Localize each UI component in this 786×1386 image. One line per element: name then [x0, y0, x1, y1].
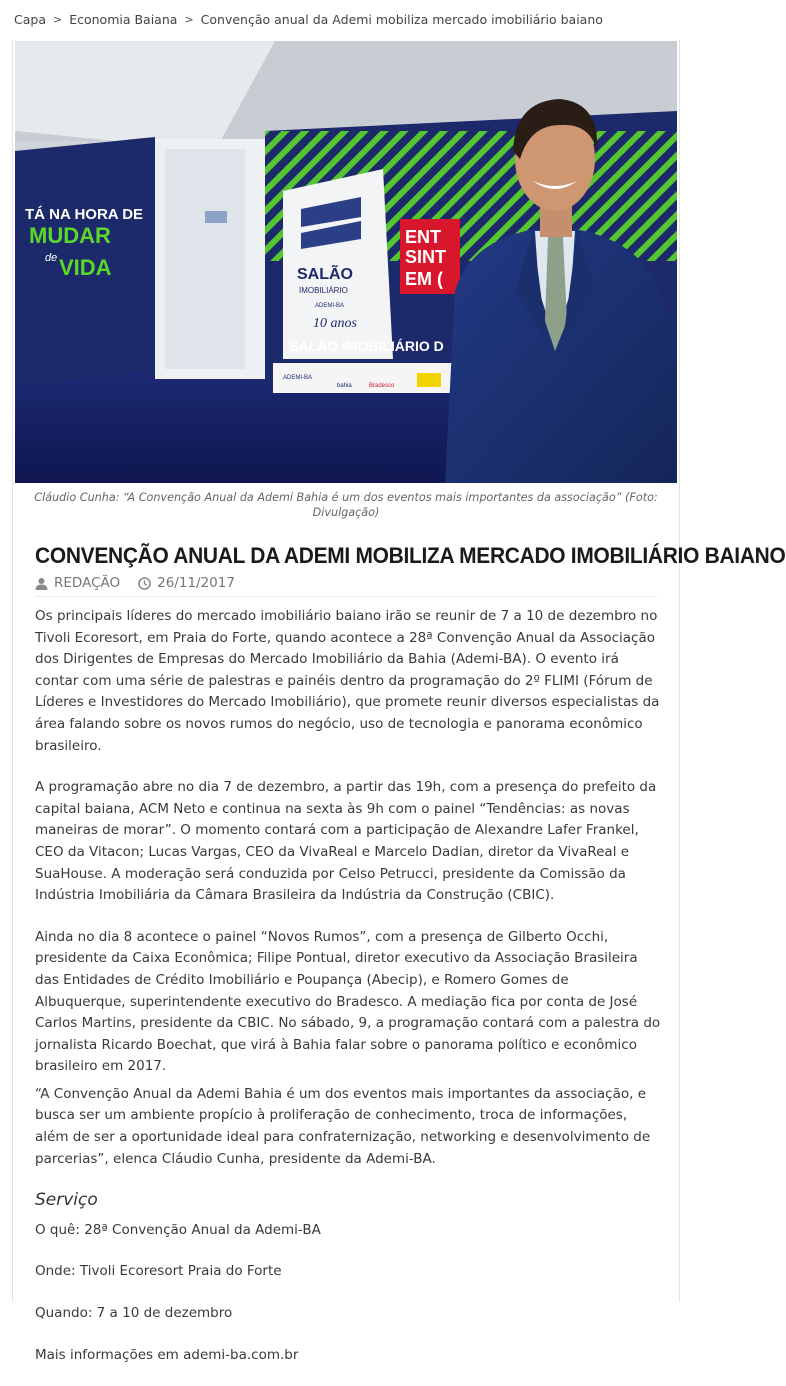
svg-text:IMOBILIÁRIO: IMOBILIÁRIO: [299, 286, 348, 295]
breadcrumb-current: Convenção anual da Ademi mobiliza mercado imobiliário baiano: [200, 11, 603, 27]
photo-caption: Cláudio Cunha: “A Convenção Anual da Ademi Bahia é um dos eventos mais importantes da associação” (Foto: Divulgação): [34, 491, 658, 519]
svg-text:SALÃO IMOBILIÁRIO D: SALÃO IMOBILIÁRIO D: [289, 338, 444, 354]
svg-text:ADEMI-BA: ADEMI-BA: [315, 303, 345, 309]
article-card: [12, 40, 786, 1363]
author-meta[interactable]: [35, 575, 120, 591]
service-line: Mais informações em ademi-ba.com.br: [35, 1346, 299, 1363]
article-paragraph: Ainda no dia 8 acontece o painel “Novos Rumos”, com a presença de Gilberto Occhi, presidente da Caixa Econômica; Filipe Pontual, diretor executivo da Associação Brasileira das Entidades de Crédito Imobiliário e Poupança (Abecip), e Romero Gomes de Albuquerque, superintendente executivo do Bradesco. A mediação fica por conta de José Carlos Martins, presidente da CBIC. No sábado, 9, a programação contará com a palestra do jornalista Ricardo Boechat, que virá à Bahia falar sobre o panorama político e econômico brasileiro em 2017.: [35, 928, 661, 1075]
svg-text:MUDAR: MUDAR: [29, 223, 111, 248]
user-icon: [35, 577, 48, 590]
svg-text:bahia: bahia: [337, 383, 352, 389]
service-heading: Serviço: [35, 1190, 98, 1211]
featured-photo-illustration: [15, 41, 677, 483]
svg-text:ADEMI-BA: ADEMI-BA: [283, 375, 313, 381]
service-line: O quê: 28ª Convenção Anual da Ademi-BA: [35, 1221, 321, 1238]
breadcrumb-category-link[interactable]: Economia Baiana: [69, 11, 178, 27]
article-paragraph: A programação abre no dia 7 de dezembro, a partir das 19h, com a presença do prefeito da capital baiana, ACM Neto e continua na sexta às 9h com o painel “Tendências: as novas maneiras de morar”. O momento contará com a participação de Alexandre Lafer Frankel, CEO da Vitacon; Lucas Vargas, CEO da VivaReal e Marcelo Dadian, diretor da VivaReal e SuaHouse. A moderação será conduzida por Celso Petrucci, presidente da Comissão da Indústria Imobiliária da Câmara Brasileira da Indústria da Construção (CBIC).: [35, 779, 657, 904]
svg-text:VIDA: VIDA: [59, 255, 112, 280]
service-line: Quando: 7 a 10 de dezembro: [35, 1305, 233, 1322]
svg-text:10 anos: 10 anos: [313, 316, 357, 331]
svg-text:SALÃO: SALÃO: [297, 266, 353, 283]
article-meta: [35, 570, 657, 597]
article-title: CONVENÇÃO ANUAL DA ADEMI MOBILIZA MERCADO IMOBILIÁRIO BAIANO: [35, 543, 786, 569]
svg-text:ENT: ENT: [405, 227, 441, 247]
breadcrumb-home-link[interactable]: Capa: [14, 11, 46, 27]
date-meta: [138, 575, 235, 591]
svg-text:EM (: EM (: [405, 269, 443, 289]
service-line: Onde: Tivoli Ecoresort Praia do Forte: [35, 1263, 282, 1280]
article-body: [35, 606, 661, 1386]
svg-text:SINT: SINT: [405, 247, 447, 267]
featured-photo: [15, 41, 677, 483]
breadcrumb-separator: >: [184, 12, 194, 26]
article-paragraph: “A Convenção Anual da Ademi Bahia é um dos eventos mais importantes da associação, e busca ser um ambiente propício à proliferação de conhecimento, troca de informações, além de ser a oportunidade ideal para confraternização, networking e desenvolvimento de parcerias”, elenca Cláudio Cunha, presidente da Ademi-BA.: [35, 1085, 651, 1167]
article-paragraph: Os principais líderes do mercado imobiliário baiano irão se reunir de 7 a 10 de dezembro no Tivoli Ecoresort, em Praia do Forte, quando acontece a 28ª Convenção Anual da Associação dos Dirigentes de Empresas do Mercado Imobiliário da Bahia (Ademi-BA). O evento irá contar com uma série de palestras e painéis dentro da programação do 2º FLIMI (Fórum de Líderes e Investidores do Mercado Imobiliário), que promete reunir diversos especialistas da área falando sobre os novos rumos do negócio, uso de tecnologia e panorama econômico brasileiro.: [35, 608, 660, 754]
author-name: REDAÇÃO: [54, 575, 121, 591]
clock-icon: [138, 577, 151, 590]
svg-text:Bradesco: Bradesco: [369, 383, 395, 389]
svg-text:TÁ NA HORA DE: TÁ NA HORA DE: [25, 206, 144, 223]
svg-text:de: de: [45, 252, 58, 264]
publish-date: 26/11/2017: [157, 575, 235, 591]
breadcrumb-separator: >: [52, 12, 63, 26]
breadcrumb: [14, 10, 603, 28]
